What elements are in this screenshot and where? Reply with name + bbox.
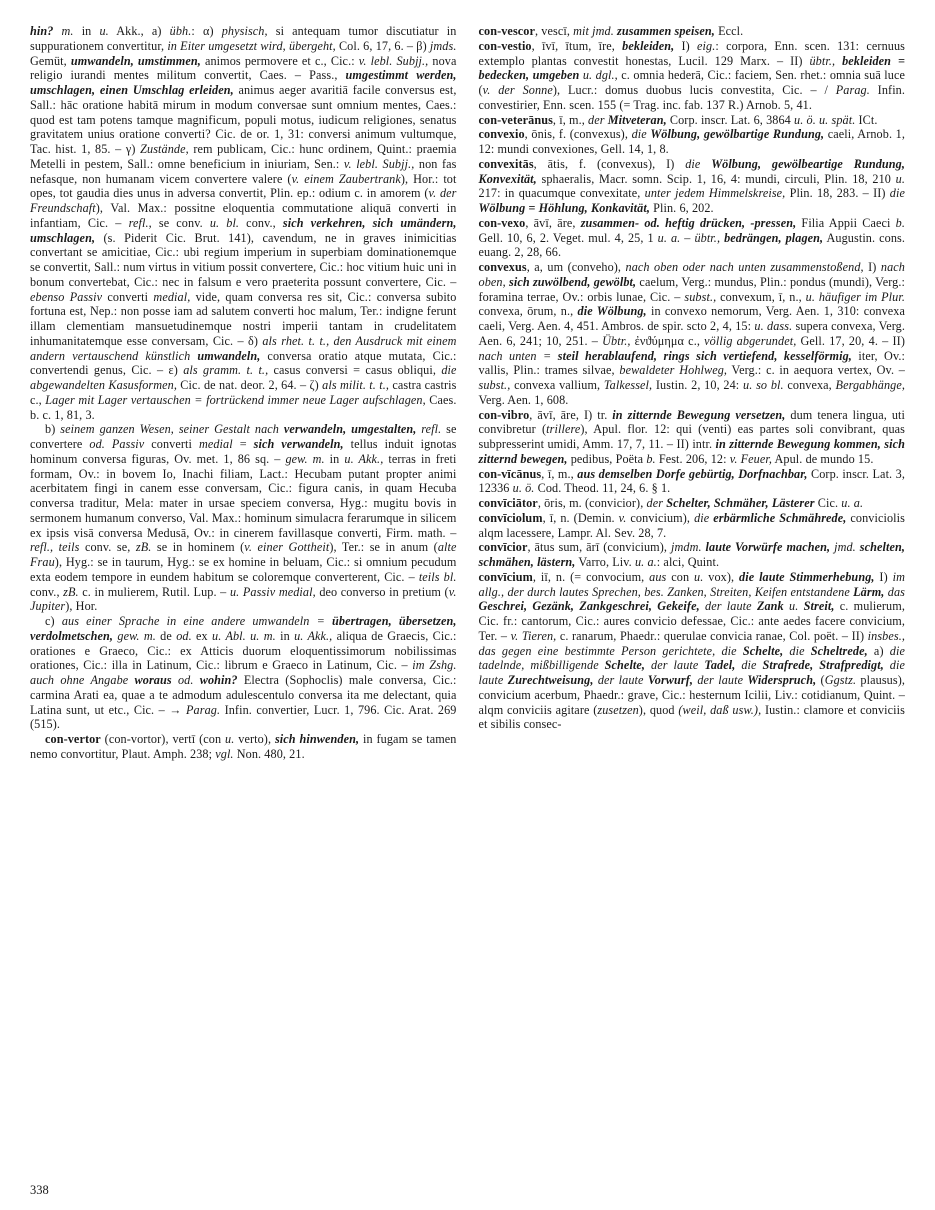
text-segment: jmdm. <box>670 540 706 555</box>
entry-convexitas <box>479 157 906 216</box>
text-segment: convexio <box>478 127 525 142</box>
text-segment: Col. 6, 17, 6. – β) <box>335 38 430 53</box>
text-segment: in zitternde Bewegung kommen, sich zitternd bewegen, <box>478 437 905 466</box>
text-segment: vox), <box>703 569 740 584</box>
text-segment: Parag. <box>835 83 870 97</box>
text-segment: , īvī, ītum, īre, <box>531 38 623 53</box>
text-segment: die <box>694 510 714 525</box>
text-segment: ( <box>816 673 825 687</box>
text-segment: Lärm, <box>853 584 885 599</box>
text-segment: umgestimmt werden, umschlagen, einen Umschlag erleiden, <box>30 68 457 97</box>
text-segment: refl., <box>128 215 152 230</box>
text-segment: castra castris c., <box>30 378 457 407</box>
entry-converto-section-b <box>30 422 457 614</box>
left-column <box>30 24 457 762</box>
text-segment: unter jedem Himmelskreise, <box>644 186 786 201</box>
text-segment: übtr., <box>809 53 836 68</box>
text-segment: I) <box>674 38 698 53</box>
text-segment: sich verkehren, sich umändern, umschlagen, <box>30 215 457 245</box>
text-segment: rem publicam, Cic.: hunc ordinem, Quint.: praemia Metelli in pestem, Sall.: omne beneficium in iniuriam, Sen.: <box>30 142 457 171</box>
entry-convicium <box>479 570 906 732</box>
text-segment: = <box>232 437 254 451</box>
text-segment: u. <box>895 171 905 186</box>
text-segment: Corp. inscr. Lat. 6, 3864 <box>666 112 795 127</box>
text-segment: de <box>155 628 177 643</box>
text-segment: der <box>588 112 608 127</box>
text-segment: , vescī, <box>535 24 574 38</box>
text-segment: der laute <box>645 658 705 673</box>
text-segment: seinem ganzen Wesen, seiner Gestalt nach <box>60 422 284 437</box>
text-segment: convīciolum <box>478 510 543 525</box>
text-segment: teils bl. <box>418 569 457 584</box>
text-segment: erbärmliche Schmährede, <box>713 510 847 525</box>
text-segment: Gell. 17, 20, 4. – II) <box>796 333 905 348</box>
text-segment: ICt. <box>855 112 878 127</box>
text-segment: Corp. inscr. Lat. 3, 12336 <box>478 466 905 496</box>
text-segment: u. dass. <box>754 319 793 333</box>
text-segment: vgl. <box>215 746 234 761</box>
text-segment: zusammen- od. heftig drücken, -pressen, <box>580 215 797 230</box>
text-segment: der laute <box>699 599 757 614</box>
text-segment: hin? <box>30 24 62 38</box>
text-segment: I) <box>874 569 893 584</box>
text-segment: od. Passiv <box>89 437 145 451</box>
text-segment: , a, um (conveho), <box>526 260 626 274</box>
text-segment: con-vexo <box>478 215 526 230</box>
text-segment: v. einer Gottheit <box>244 540 330 555</box>
text-segment: u. dgl., <box>582 68 618 83</box>
text-segment: dum tenera lingua, uti convibretur ( <box>478 407 905 437</box>
text-segment: v. Tieren, <box>510 628 557 643</box>
text-segment: ), Apul. flor. 12: qui (venti) eas partes soli convibrant, quas subpresserint umidi, Amm. 17, 7, 11. – II) intr. <box>478 422 905 451</box>
text-segment: u. Akk., <box>294 628 333 643</box>
text-segment: converti <box>102 289 154 304</box>
text-segment: Plin. 6, 202. <box>649 201 714 215</box>
text-segment: insbes., das gegen eine bestimmte Person gerichtete, die <box>478 628 906 658</box>
text-segment: die <box>889 186 905 201</box>
text-segment: iter, Ov.: vallis, Plin.: trames silvae, <box>478 348 905 378</box>
text-segment: v. der Sonne <box>482 83 553 97</box>
text-segment: pedibus, Poëta <box>567 451 647 466</box>
text-segment: convexa, <box>783 378 836 392</box>
text-segment: conv., <box>30 584 64 599</box>
text-segment: subst., <box>684 289 717 304</box>
text-segment: ), Hor. <box>65 599 98 614</box>
entry-con-vertor <box>30 732 457 762</box>
text-segment: Bergabhänge, <box>835 378 906 392</box>
text-segment: Schelter, Schmäher, Lästerer <box>666 496 815 510</box>
text-segment: physisch, <box>221 24 268 38</box>
text-segment: caelum, Verg.: mundus, Plin.: pondus (mundi), Verg.: foramina terrae, Ov.: orbis lunae, Cic. – <box>478 274 905 304</box>
text-segment: convexus <box>478 260 527 274</box>
text-segment: Wölbung, gewölbeartige Rundung, Konvexität, <box>478 156 905 186</box>
text-segment: der laute <box>593 673 648 687</box>
text-segment: schelten, schmähen, lästern, <box>478 540 905 569</box>
text-segment: casus conversi = casus obliqui, <box>268 363 442 378</box>
text-segment: u. ö. <box>512 481 535 496</box>
text-segment: v. lebl. Subjj., <box>358 53 429 68</box>
entry-con-veteranus <box>479 113 906 128</box>
text-segment: converti <box>144 437 199 451</box>
text-segment: : α) <box>191 24 222 38</box>
text-segment: die laute <box>478 658 905 687</box>
entry-con-vestio <box>479 39 906 113</box>
text-segment: od. <box>177 673 200 687</box>
text-segment: die <box>685 156 712 171</box>
text-segment: gew. m. <box>113 628 156 643</box>
text-segment: sich verwandeln, <box>253 437 344 451</box>
text-segment: Schelte, <box>742 643 784 658</box>
text-segment: (s. Piderit Cic. Brut. 141), cavendum, ne in graves inimicitias convertant se amicitiae, Cic.: ubi regium imperium in superbiam dominationemque se convertit, Sall.: num virtus in vitium possit convertere, Cic.: hoc vitium huic uni in bonum convertebat, Cic.: nec in falsum e vero praeterita possunt convertere, Cic. – <box>30 230 457 289</box>
entry-convexio <box>479 127 906 157</box>
text-segment: deo converso in pretium ( <box>315 584 449 599</box>
text-segment: conv. se, <box>79 540 136 555</box>
text-segment: Augustin. cons. euang. 2, 28, 66. <box>478 230 905 260</box>
text-segment: als gramm. t. t., <box>183 363 269 378</box>
text-segment: caeli, Arnob. 1, 12: mundi convexiones, Gell. 14, 1, 8. <box>478 127 906 156</box>
entry-conviciator <box>479 496 906 511</box>
text-segment: verwandeln, umgestalten, <box>283 422 417 437</box>
text-segment: der <box>646 496 667 510</box>
text-segment: Scheltrede, <box>810 643 868 658</box>
text-segment: Gemüt, <box>30 53 71 68</box>
text-segment: völlig abgerundet, <box>704 333 797 348</box>
text-segment: Tadel, <box>704 658 736 673</box>
text-segment: in fugam se tamen nemo convortitur, Plaut. Amph. 238; <box>30 732 457 761</box>
text-segment: medial, <box>153 289 191 304</box>
text-segment: ), Val. Max.: possitne eloquentia commutatione aliquā converti in infantiam, Cic. – <box>30 201 457 230</box>
text-segment: con <box>666 569 695 584</box>
text-segment: in <box>73 24 100 38</box>
text-segment: , āvī, āre, I) tr. <box>529 407 613 422</box>
text-segment: die <box>735 658 763 673</box>
text-segment: in convexo nemorum, Verg. Aen. 1, 310: convexa caeli, Verg. Aen. 4, 451. Ambros. de spir. scto 2, 4, 15: <box>478 304 905 333</box>
text-segment: : corpora, Enn. scen. 131: cernuus extemplo plantas convestit honestas, Lucil. 129 Marx. – II) <box>478 38 905 68</box>
text-segment: in <box>275 628 295 643</box>
text-segment: c. ranarum, Phaedr.: querulae convicia ranae, Col. poët. – II) <box>556 628 868 643</box>
entry-con-vescor <box>479 24 906 39</box>
text-segment: steil herablaufend, rings sich vertiefend, kesselförmig, <box>557 348 852 363</box>
text-segment: die <box>631 127 651 142</box>
text-segment: Zustände, <box>140 142 189 156</box>
text-segment: v. einem Zaubertrank <box>291 171 401 186</box>
text-segment: se in hominem ( <box>151 540 245 555</box>
text-segment: con-vertor <box>45 732 101 746</box>
text-segment: con-vīcānus <box>478 466 542 481</box>
text-segment: con-vescor <box>478 24 535 38</box>
text-segment: Infin. convestirier, Enn. scen. 155 (= Trag. inc. fab. 137 R.) Arnob. 5, 41. <box>478 83 906 112</box>
text-segment: Fest. 206, 12: <box>655 451 730 466</box>
text-segment: sphaeralis, Macr. somn. Scip. 1, 16, 4: mundi, circuli, Plin. 18, 210 <box>536 171 896 186</box>
text-segment: m. <box>61 24 74 38</box>
text-segment: u. bl. <box>209 215 240 230</box>
text-segment: conviciolis alqm lacessere, Lampr. Al. Sev. 28, 7. <box>478 510 905 540</box>
text-segment: Cic. <box>814 496 842 510</box>
text-segment: ἐνϑύμημα c., <box>630 333 705 348</box>
text-segment: Schelte, <box>604 658 646 673</box>
text-segment: mit jmd. <box>573 24 618 38</box>
text-segment: , ī, m., <box>552 112 589 127</box>
text-segment: I) <box>863 260 881 274</box>
text-segment: u. ö. u. spät. <box>794 112 856 127</box>
text-segment: das <box>884 584 905 599</box>
text-segment: animus aeger avaritiā facile conversus est, Sall.: hāc oratione habitā mirum in modum conversae sunt omnium mentes, Caes.: quod est tam potens tamque magnificum, populi motus, iudicum religiones, senatus gravitatem unius oratione converti? Cic. de or. 1, 31: conversi animum vultumque, Tac. hist. 1, 85. – γ) <box>30 83 457 156</box>
text-segment: Übtr., <box>602 333 631 348</box>
text-segment: refl., teils <box>30 540 80 555</box>
text-segment: u. Akk., <box>344 451 384 466</box>
text-segment: , ātus sum, ārī (convicium), <box>527 540 671 555</box>
text-segment: in <box>324 451 345 466</box>
text-segment: u. a. <box>657 230 681 245</box>
text-segment: woraus <box>134 673 178 687</box>
text-segment: alte Frau <box>30 540 457 569</box>
text-segment: , ōris, m. (convicior), <box>537 496 647 510</box>
text-segment: convexa, ōrum, n., <box>478 304 578 319</box>
text-segment: : alci, Quint. <box>656 555 720 569</box>
text-segment: Akk., a) <box>108 24 170 38</box>
text-segment: convexitās <box>478 156 534 171</box>
text-segment: ex <box>191 628 213 643</box>
text-segment: u. <box>99 24 109 38</box>
text-segment: Zank <box>756 599 790 614</box>
text-segment: Cic. de nat. deor. 2, 64. – ζ) <box>176 378 323 392</box>
text-segment: Wölbung = Höhlung, Konkavität, <box>478 201 650 215</box>
text-segment: conversa oratio atque mutata, Cic.: convertendi genus, Cic. – ε) <box>30 348 457 378</box>
text-segment: umwandeln, umstimmen, <box>70 53 201 68</box>
text-segment: wohin? <box>199 673 238 687</box>
text-segment: die tadelnde, mißbilligende <box>478 643 905 673</box>
text-segment: Iustin.: clamore et conviciis et sibilis consec- <box>478 702 905 732</box>
text-segment: u. <box>694 569 704 584</box>
text-segment: umwandeln, <box>197 348 261 363</box>
text-segment: c) <box>45 614 62 628</box>
text-segment: u. Passiv medial, <box>229 584 316 599</box>
text-segment: convicium), <box>626 510 695 525</box>
entry-conviciolum <box>479 511 906 541</box>
text-segment: übtr., <box>694 230 721 245</box>
entry-con-vicanus <box>479 467 906 497</box>
text-segment: laute Vorwürfe machen, <box>705 540 831 555</box>
text-segment: Wölbung, gewölbartige Rundung, <box>650 127 825 142</box>
text-segment: Filia Appii Caeci <box>796 215 896 230</box>
text-segment: Infin. convertier, Lucr. 1, 796. Cic. Arat. 269 (515). <box>30 702 457 732</box>
text-segment: convīcium <box>478 569 533 584</box>
text-segment: supera convexa, Verg. Aen. 6, 241; 10, 251. – <box>478 319 905 348</box>
text-segment: verto), <box>234 732 275 746</box>
text-segment: con-vibro <box>478 407 530 422</box>
text-segment: convīcior <box>478 540 528 555</box>
text-segment: sich hinwenden, <box>274 732 360 746</box>
text-segment: subst., <box>478 378 511 392</box>
text-segment: terras in freti formam, Ov.: in bovem Io, Inachi filiam, Lact.: Hecubam putant propter animi acerbitatem fingi in canem esse conversam, Cic.: figura canis, in quam Hecuba conversa traditur, Mela: mater in ursae speciem conversa, Hyg.: mugitu bovis in sermonem humanum converso, Val. Max.: hominum simulacra ferarumque in silicem ex ipsis visā conversa Medusā, Ov.: in cinerem favillasque converti, Firm. math. – <box>30 451 457 540</box>
text-segment: u. a. <box>634 555 657 569</box>
entry-converto-section-c <box>30 614 457 732</box>
text-segment: Electra (Sophoclis) male conversa, Cic.: carmina Arati ea, quae a te admodum adulescentulo conversa ita me delectant, quia Latina sunt, ut etc., Cic. – → <box>30 673 457 717</box>
text-columns <box>30 24 905 762</box>
text-segment: v. <box>618 510 627 525</box>
text-segment: Non. 480, 21. <box>233 746 305 761</box>
text-segment: ), Hor.: tot opes, tot gaudia dies unus in adversa convertit, Plin. ep.: odium c. in amorem ( <box>30 171 457 201</box>
entry-con-vexo <box>479 216 906 260</box>
text-segment: Strafrede, Strafpredigt, <box>762 658 884 673</box>
text-segment: nach oben, <box>478 260 905 289</box>
text-segment: , ī, m., <box>541 466 578 481</box>
text-segment: nova religio iurandi mentes militum convertit, Caes. – Pass., <box>30 53 457 83</box>
page-number: 338 <box>30 1183 49 1197</box>
text-segment: ), Hyg.: se in taurum, Hyg.: se ex homine in beluam, Cic.: si omnium pecudum exta eodem tempore in eundem habitum se coloremque converterent, Cic. – <box>30 555 457 584</box>
text-segment: Mitveteran, <box>607 112 667 127</box>
text-segment: Zurechtweisung, <box>507 673 594 687</box>
text-segment: die Wölbung, <box>577 304 647 319</box>
text-segment: Verg. Aen. 1, 608. <box>478 392 569 407</box>
text-segment: v. Feuer, <box>729 451 773 466</box>
text-segment: Parag. <box>186 702 221 717</box>
text-segment: bewaldeter Hohlweg, <box>619 363 728 378</box>
text-segment: zB. <box>135 540 152 555</box>
entry-convexus <box>479 260 906 408</box>
text-segment: , ōnis, f. (convexus), <box>524 127 632 142</box>
text-segment: Caes. b. c. 1, 81, 3. <box>30 392 457 422</box>
text-segment: Varro, Liv. <box>575 555 635 569</box>
text-segment: im allg., der durch lautes Sprechen, bes. Zanken, Streiten, Keifen entstandene <box>478 569 905 599</box>
right-column <box>479 24 906 762</box>
text-segment: Gell. 10, 6, 2. Veget. mul. 4, 25, 1 <box>478 230 658 245</box>
text-segment: u. <box>225 732 235 746</box>
text-segment: die laute Stimmerhebung, <box>739 569 875 584</box>
text-segment: Vorwurf, <box>647 673 694 687</box>
text-segment: b) <box>45 422 61 437</box>
text-segment: v. lebl. Subjj., <box>343 156 415 171</box>
text-segment: Apul. de mundo 15. <box>772 451 874 466</box>
text-segment: convexum, ī, n., <box>716 289 806 304</box>
text-segment: die <box>783 643 811 658</box>
text-segment: aus demselben Dorfe gebürtig, Dorfnachbar, <box>577 466 808 481</box>
text-segment: Iustin. 2, 10, 24: <box>652 378 744 392</box>
text-segment: od. <box>176 628 192 643</box>
text-segment: , ātis, f. (convexus), I) <box>533 156 686 171</box>
text-segment: con-veterānus <box>478 112 553 127</box>
text-segment: v. der Freundschaft <box>30 186 457 215</box>
text-segment: c. mulierum, Cic. fr.: cantorum, Cic.: aures convicio defessae, Cic.: ante aedes facere convicium, Ter. – <box>478 599 905 643</box>
text-segment: a) <box>867 643 890 658</box>
text-segment: (weil, daß usw.), <box>678 702 762 717</box>
text-segment: die abgewandelten Kasusformen, <box>30 363 457 392</box>
text-segment: , iī, n. (= convocium, <box>532 569 650 584</box>
text-segment: in zitternde Bewegung versetzen, <box>612 407 786 422</box>
text-segment: 217: in quacumque convexitate, <box>478 186 645 201</box>
text-segment: Talkessel, <box>603 378 653 392</box>
text-segment: bekleiden = bedecken, umgeben <box>478 53 905 83</box>
text-segment: gew. m. <box>285 451 325 466</box>
text-segment: der laute <box>693 673 748 687</box>
text-segment: con-vestio <box>478 38 532 53</box>
text-segment: (con-vortor), vertī (con <box>100 732 226 746</box>
text-segment: Verg.: c. in aequora vertex, Ov. – <box>727 363 905 378</box>
text-segment: aliqua de Graecis, Cic.: orationes e Graeco, Cic.: ex Atticis duorum eloquentissimorum nobilissimas orationes, Cic.: illa in Latinum, Cic.: librum e Graeco in Latinum, Cic. – <box>30 628 457 673</box>
text-segment: se conv. <box>151 215 210 230</box>
text-segment: Plin. 18, 283. – II) <box>785 186 890 201</box>
text-segment: nach unten = <box>478 348 558 363</box>
text-segment: conv., <box>239 215 283 230</box>
text-segment: zusammen speisen, <box>617 24 715 38</box>
text-segment: convexa vallium, <box>510 378 604 392</box>
text-segment: u. so bl. <box>743 378 784 392</box>
text-segment: bekleiden, <box>622 38 675 53</box>
text-segment: b. <box>895 215 906 230</box>
text-segment: jmd. <box>830 540 860 555</box>
text-segment: sich zuwölbend, gewölbt, <box>508 274 637 289</box>
text-segment: tellus induit ignotas hominum conversa figuras, Ov. met. 1, 86 sq. – <box>30 437 457 466</box>
text-segment: Eccl. <box>714 24 744 38</box>
text-segment: Widerspruch, <box>747 673 817 687</box>
text-segment: c. in mulierem, Rutil. Lup. – <box>78 584 230 599</box>
text-segment: im Zshg. auch ohne Angabe <box>30 658 457 687</box>
text-segment: ebenso Passiv <box>30 289 103 304</box>
text-segment: non fas nefasque, non humanam vicem convertere valere ( <box>30 156 457 186</box>
text-segment: c. omnia hederā, Cic.: faciem, Sen. rhet.: omnia suā luce ( <box>478 68 906 97</box>
text-segment: ), quod <box>638 702 679 717</box>
text-segment: animos permovere et c., Cic.: <box>200 53 359 68</box>
text-segment: zB. <box>63 584 79 599</box>
text-segment: als milit. t. t., <box>322 378 390 392</box>
text-segment: Ggstz. <box>824 673 857 687</box>
text-segment: ), Ter.: se in anum ( <box>329 540 438 555</box>
text-segment: b. <box>646 451 656 466</box>
text-segment: medial <box>198 437 233 451</box>
text-segment: übh. <box>169 24 192 38</box>
text-segment: refl. <box>416 422 442 437</box>
text-segment: , ī, n. (Demin. <box>542 510 619 525</box>
text-segment: si antequam tumor discutiatur in suppurationem convertitur, <box>30 24 457 53</box>
text-segment: – <box>680 230 695 245</box>
text-segment: trillere <box>546 422 581 437</box>
text-segment: Lager mit Lager vertauschen = fortrückend immer neue Lager aufschlagen, <box>45 392 426 407</box>
text-segment: plausus), convicium acerbum, Phaedr.: grave, Cic.: hesternum Icilii, Liv.: cotidianum, Quint. – alqm conviciis agitare ( <box>478 673 906 717</box>
text-segment: Cod. Theod. 11, 24, 6. § 1. <box>534 481 671 496</box>
text-segment: übertragen, übersetzen, verdolmetschen, <box>30 614 457 643</box>
text-segment: eig. <box>697 38 716 53</box>
text-segment: aus einer Sprache in eine andere umwandeln = <box>61 614 333 628</box>
entry-converto-continuation <box>30 24 457 422</box>
text-segment: aus <box>649 569 667 584</box>
text-segment: als rhet. t. t., den Ausdruck mit einem andern vertauschend künstlich <box>30 333 457 363</box>
text-segment: u. a. <box>841 496 864 510</box>
text-segment: se convertere <box>30 422 457 451</box>
text-segment: , āvī, āre, <box>525 215 581 230</box>
text-segment: bedrängen, plagen, <box>720 230 824 245</box>
text-segment: nach oben oder nach unten zusammenstoßend, <box>625 260 864 274</box>
text-segment: u. Abl. u. m. <box>212 628 276 643</box>
text-segment: jmds. <box>429 38 457 53</box>
text-segment: zusetzen <box>597 702 639 717</box>
text-segment: u. häufiger im Plur. <box>805 289 905 304</box>
text-segment: in Eiter umgesetzt wird, übergeht, <box>167 38 336 53</box>
entry-con-vibro <box>479 408 906 467</box>
text-segment: Geschrei, Gezänk, Zankgeschrei, Gekeife, <box>478 599 700 614</box>
text-segment: ), Lucr.: domus duobus lucis convestita, Cic. – / <box>552 83 836 97</box>
text-segment: v. Jupiter <box>30 584 457 614</box>
text-segment: vide, quam conversa res sit, Cic.: conversa subito fortuna est, Nep.: non posse iam ad salutem converti hoc malum, Ter.: indigne ferunt illam clementiam mansuetudinemque nostri imperii tantam in crudelitatem inhumanitatemque esse conversam, Cic. – δ) <box>30 289 457 348</box>
text-segment: convīciātor <box>478 496 538 510</box>
text-segment: Streit, <box>803 599 835 614</box>
text-segment: u. <box>789 599 804 614</box>
entry-convicior <box>479 540 906 570</box>
